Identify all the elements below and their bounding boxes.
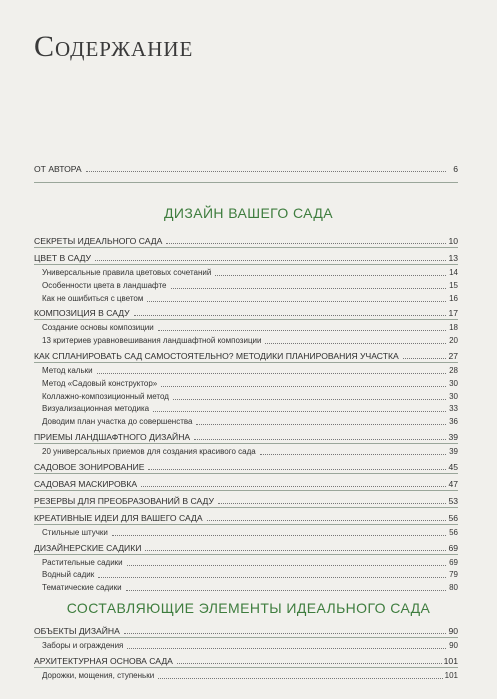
toc-entry xyxy=(34,249,458,263)
leader-dots xyxy=(145,549,446,551)
divider xyxy=(34,182,458,183)
leader-dots xyxy=(127,564,446,566)
toc-entry-label: Визуализационная методика xyxy=(42,404,150,414)
leader-dots xyxy=(166,242,446,244)
toc-entry-page: 56 xyxy=(449,527,458,537)
toc-entry-page: 39 xyxy=(448,432,458,442)
toc-entry-page: 13 xyxy=(448,253,458,263)
toc-entry-page: 30 xyxy=(449,378,458,388)
toc-entry-label: Дорожки, мощения, ступеньки xyxy=(42,670,155,680)
divider xyxy=(34,247,458,248)
toc-entry-page: 56 xyxy=(448,512,458,523)
toc-entry-page: 17 xyxy=(448,308,458,319)
toc-subentry xyxy=(42,290,458,304)
toc-entry xyxy=(34,458,458,472)
toc-entry-label: Растительные садики xyxy=(42,557,123,567)
toc-entry-label: САДОВОЕ ЗОНИРОВАНИЕ xyxy=(34,461,145,472)
toc-entry xyxy=(34,475,458,489)
toc-entry-page: 101 xyxy=(443,655,458,666)
toc-entry-page: 16 xyxy=(449,293,458,303)
toc-entry-label: ПРИЕМЫ ЛАНДШАФТНОГО ДИЗАЙНА xyxy=(34,432,191,442)
leader-dots xyxy=(126,589,446,591)
toc-subentry xyxy=(42,413,458,427)
toc-entry-page: 28 xyxy=(449,366,458,375)
leader-dots xyxy=(177,662,442,664)
toc-entry-label: Универсальные правила цветовых сочетаний xyxy=(42,268,212,277)
toc-entry xyxy=(34,347,458,361)
leader-dots xyxy=(265,342,446,344)
leader-dots xyxy=(141,485,446,487)
toc-entry-label: Водный садик xyxy=(42,570,95,580)
leader-dots xyxy=(148,468,446,470)
toc-entry-page: 79 xyxy=(449,570,458,580)
toc-entry xyxy=(34,428,458,442)
toc-entry-page: 69 xyxy=(449,557,458,567)
toc-entry-label: Создание основы композиции xyxy=(42,323,154,333)
toc-entry-label: Коллажно-композиционный метод xyxy=(42,391,169,401)
toc-entry xyxy=(34,304,458,318)
leader-dots xyxy=(98,576,446,578)
leader-dots xyxy=(260,453,446,455)
leader-dots xyxy=(173,398,446,400)
toc-entry-page: 101 xyxy=(444,670,458,680)
toc-entry-page: 45 xyxy=(448,461,458,472)
toc-entry-label: Особенности цвета в ландшафте xyxy=(42,280,167,290)
toc-entry-page: 27 xyxy=(448,351,458,361)
divider xyxy=(34,507,458,508)
leader-dots xyxy=(158,677,442,679)
toc-subentry xyxy=(42,667,458,681)
toc-entry-label: Доводим план участка до совершенства xyxy=(42,417,193,427)
toc-entry-author xyxy=(34,160,458,174)
toc-entry xyxy=(34,492,458,506)
page-title: Содержание xyxy=(34,30,194,63)
toc-entry-page: 18 xyxy=(449,323,458,333)
leader-dots xyxy=(194,438,446,440)
leader-dots xyxy=(215,274,446,276)
toc-entry-page: 10 xyxy=(448,236,458,246)
toc-entry-page: 36 xyxy=(449,417,458,427)
toc-entry xyxy=(34,232,458,246)
toc-entry xyxy=(34,652,458,666)
toc-entry xyxy=(34,509,458,523)
leader-dots xyxy=(134,314,446,316)
toc-entry-label: 13 критериев уравновешивания ландшафтной композиции xyxy=(42,336,262,346)
toc-subentry xyxy=(42,332,458,346)
toc-subentry xyxy=(42,524,458,538)
toc-entry-page: 69 xyxy=(448,542,458,553)
leader-dots xyxy=(207,519,446,521)
toc-subentry xyxy=(42,637,458,651)
toc-entry-label: САДОВАЯ МАСКИРОВКА xyxy=(34,478,138,489)
toc-entry-label: 20 универсальных приемов для создания красивого сада xyxy=(42,447,256,456)
leader-dots xyxy=(171,287,447,289)
section-heading: СОСТАВЛЯЮЩИЕ ЭЛЕМЕНТЫ ИДЕАЛЬНОГО САДА xyxy=(66,600,431,616)
toc-entry-label: Метод кальки xyxy=(42,366,93,375)
toc-entry-page: 33 xyxy=(449,404,458,414)
leader-dots xyxy=(127,647,446,649)
divider xyxy=(34,473,458,474)
section-heading: ДИЗАЙН ВАШЕГО САДА xyxy=(164,205,333,221)
toc-entry-page: 80 xyxy=(449,583,458,593)
toc-entry-label: Заборы и ограждения xyxy=(42,641,124,650)
toc-entry-label: Метод «Садовый конструктор» xyxy=(42,378,158,388)
toc-entry-label: КРЕАТИВНЫЕ ИДЕИ ДЛЯ ВАШЕГО САДА xyxy=(34,512,203,523)
leader-dots xyxy=(97,372,446,374)
toc-entry xyxy=(34,539,458,553)
toc-entry-label: КАК СПЛАНИРОВАТЬ САД САМОСТОЯТЕЛЬНО? МЕТОДИКИ ПЛАНИРОВАНИЯ УЧАСТКА xyxy=(34,351,399,361)
toc-entry-page: 15 xyxy=(449,280,458,290)
toc-entry-label: Стильные штучки xyxy=(42,527,108,537)
toc-entry-label: ЦВЕТ В САДУ xyxy=(34,253,91,263)
toc-entry-page: 6 xyxy=(453,164,458,174)
leader-dots xyxy=(218,502,446,504)
divider xyxy=(34,490,458,491)
toc-entry-page: 47 xyxy=(448,478,458,489)
toc-entry-label: КОМПОЗИЦИЯ В САДУ xyxy=(34,308,130,319)
toc-entry-page: 39 xyxy=(449,447,458,456)
toc-entry-page: 14 xyxy=(449,268,458,277)
leader-dots xyxy=(112,534,446,536)
leader-dots xyxy=(158,329,446,331)
leader-dots xyxy=(95,259,446,261)
toc-entry-page: 90 xyxy=(449,641,458,650)
leader-dots xyxy=(161,385,446,387)
toc-entry-label: АРХИТЕКТУРНАЯ ОСНОВА САДА xyxy=(34,655,173,666)
toc-entry-page: 20 xyxy=(449,336,458,346)
toc-entry-page: 53 xyxy=(448,495,458,506)
toc-subentry xyxy=(42,443,458,457)
toc-entry-label: Как не ошибиться с цветом xyxy=(42,293,144,303)
toc-entry-label: РЕЗЕРВЫ ДЛЯ ПРЕОБРАЗОВАНИЙ В САДУ xyxy=(34,495,214,506)
leader-dots xyxy=(124,632,446,634)
leader-dots xyxy=(153,410,446,412)
toc-entry xyxy=(34,622,458,636)
toc-entry-label: Тематические садики xyxy=(42,583,122,593)
leader-dots xyxy=(196,423,446,425)
toc-entry-label: ОБЪЕКТЫ ДИЗАЙНА xyxy=(34,626,120,636)
leader-dots xyxy=(147,300,446,302)
toc-entry-label: ОТ АВТОРА xyxy=(34,164,82,174)
toc-entry-page: 90 xyxy=(448,626,458,636)
leader-dots xyxy=(403,357,446,359)
toc-subentry xyxy=(42,579,458,593)
toc-entry-page: 30 xyxy=(449,391,458,401)
leader-dots xyxy=(86,170,446,172)
toc-entry-label: ДИЗАЙНЕРСКИЕ САДИКИ xyxy=(34,542,142,553)
toc-entry-label: СЕКРЕТЫ ИДЕАЛЬНОГО САДА xyxy=(34,236,163,246)
